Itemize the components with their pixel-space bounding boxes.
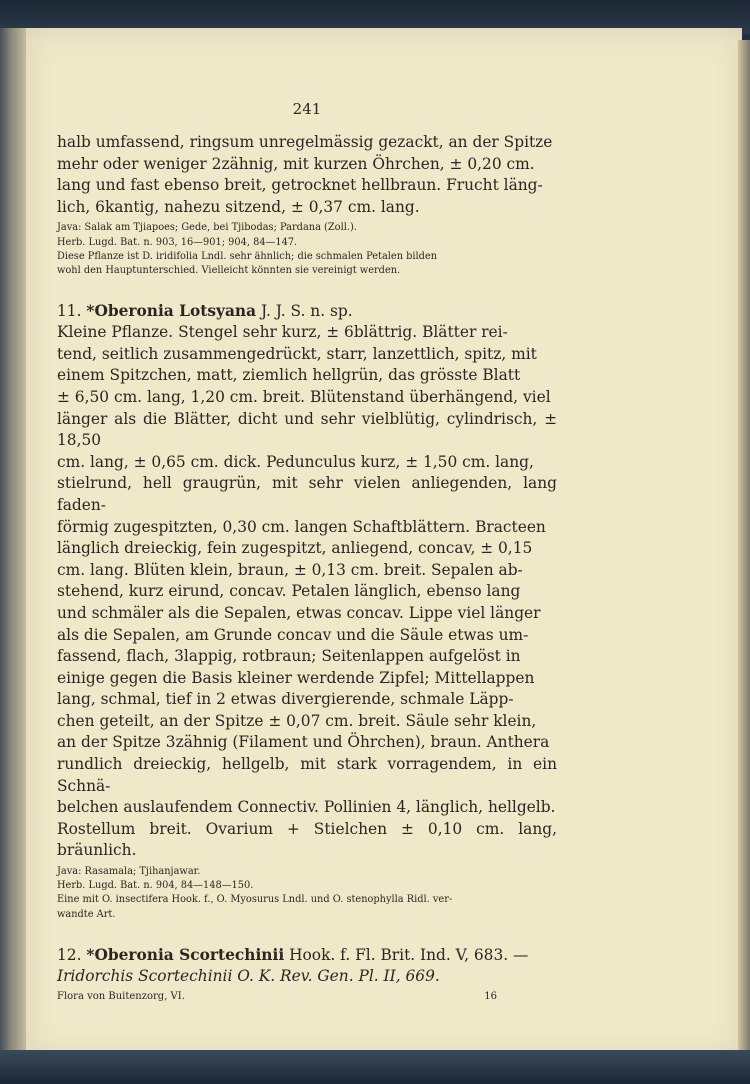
text-line: lich, 6kantig, nahezu sitzend, ± 0,37 cm. lang.: [57, 197, 420, 216]
footer-title: Flora von Buitenzorg, VI.: [57, 991, 185, 1003]
text-line: cm. lang. Blüten klein, braun, ± 0,13 cm. breit. Sepalen ab-: [57, 560, 523, 579]
text-line: und schmäler als die Sepalen, etwas concav. Lippe viel länger: [57, 603, 541, 622]
text-line: einem Spitzchen, matt, ziemlich hellgrün, das grösste Blatt: [57, 366, 521, 385]
notes-block: [57, 865, 557, 922]
species-description: [57, 322, 557, 862]
page-footer: [57, 991, 557, 1002]
notes-block: [57, 221, 557, 278]
text-line: stielrund, hell graugrün, mit sehr vielen anliegenden, lang faden-: [57, 474, 557, 514]
text-line: einige gegen die Basis kleiner werdende Zipfel; Mittellappen: [57, 668, 535, 687]
note-remark: Diese Pflanze ist D. iridifolia Lndl. sehr ähnlich; die schmalen Petalen bilden: [57, 250, 438, 262]
text-line: lang und fast ebenso breit, getrocknet hellbraun. Frucht läng-: [57, 176, 543, 195]
species-number: 12.: [57, 945, 82, 964]
text-line: tend, seitlich zusammengedrückt, starr, lanzettlich, spitz, mit: [57, 344, 537, 363]
text-line: als die Sepalen, am Grunde concav und die Säule etwas um-: [57, 625, 529, 644]
species-citation: Hook. f. Fl. Brit. Ind. V, 683. —: [289, 945, 529, 964]
scan-background-bottom: [0, 1050, 750, 1084]
species-name: *Oberonia Scortechinii: [86, 945, 285, 964]
text-line: cm. lang, ± 0,65 cm. dick. Pedunculus kurz, ± 1,50 cm. lang,: [57, 452, 534, 471]
note-herbarium: Herb. Lugd. Bat. n. 904, 84—148—150.: [57, 880, 254, 892]
text-line: Rostellum breit. Ovarium + Stielchen ± 0,10 cm. lang, bräunlich.: [57, 819, 557, 860]
page-edge: [738, 40, 750, 1050]
text-line: Iridorchis Scortechinii O. K. Rev. Gen. Pl. II, 669.: [57, 966, 440, 985]
text-line: an der Spitze 3zähnig (Filament und Öhrchen), braun. Anthera: [57, 733, 550, 752]
synonym-line: [57, 966, 557, 988]
species-heading: [57, 300, 557, 322]
book-binding: [0, 28, 28, 1058]
note-locality: Java: Rasamala; Tjihanjawar.: [57, 866, 201, 878]
text-line: belchen auslaufendem Connectiv. Pollinien 4, länglich, hellgelb.: [57, 798, 556, 817]
note-herbarium: Herb. Lugd. Bat. n. 903, 16—901; 904, 84—147.: [57, 236, 298, 248]
note-locality: Java: Salak am Tjiapoes; Gede, bei Tjibodas; Pardana (Zoll.).: [57, 222, 357, 234]
note-remark: wandte Art.: [57, 908, 116, 920]
text-line: fassend, flach, 3lappig, rotbraun; Seitenlappen aufgelöst in: [57, 647, 521, 666]
paragraph-continued: [57, 132, 557, 218]
page-content: [57, 100, 557, 1002]
text-line: stehend, kurz eirund, concav. Petalen länglich, ebenso lang: [57, 582, 521, 601]
page-number: 241: [292, 100, 322, 118]
species-authority: J. J. S. n. sp.: [261, 302, 353, 321]
text-line: länglich dreieckig, fein zugespitzt, anliegend, concav, ± 0,15: [57, 539, 533, 558]
text-line: halb umfassend, ringsum unregelmässig gezackt, an der Spitze: [57, 133, 553, 151]
note-remark: Eine mit O. insectifera Hook. f., O. Myosurus Lndl. und O. stenophylla Ridl. ver-: [57, 894, 453, 906]
text-line: länger als die Blätter, dicht und sehr vielblütig, cylindrisch, ± 18,50: [57, 409, 557, 450]
text-line: chen geteilt, an der Spitze ± 0,07 cm. breit. Säule sehr klein,: [57, 711, 537, 730]
species-number: 11.: [57, 302, 82, 321]
text-line: Kleine Pflanze. Stengel sehr kurz, ± 6blättrig. Blätter rei-: [57, 323, 508, 342]
species-heading: [57, 944, 557, 966]
text-line: förmig zugespitzten, 0,30 cm. langen Schaftblättern. Bracteen: [57, 517, 546, 536]
text-line: ± 6,50 cm. lang, 1,20 cm. breit. Blütenstand überhängend, viel: [57, 387, 551, 406]
text-line: lang, schmal, tief in 2 etwas divergierende, schmale Läpp-: [57, 690, 514, 709]
text-line: rundlich dreieckig, hellgelb, mit stark vorragendem, in ein Schnä-: [57, 755, 557, 795]
note-remark: wohl den Hauptunterschied. Vielleicht könnten sie vereinigt werden.: [57, 264, 401, 276]
species-name: *Oberonia Lotsyana: [86, 302, 257, 321]
text-line: mehr oder weniger 2zähnig, mit kurzen Öhrchen, ± 0,20 cm.: [57, 154, 535, 173]
signature-mark: 16: [484, 991, 497, 1003]
